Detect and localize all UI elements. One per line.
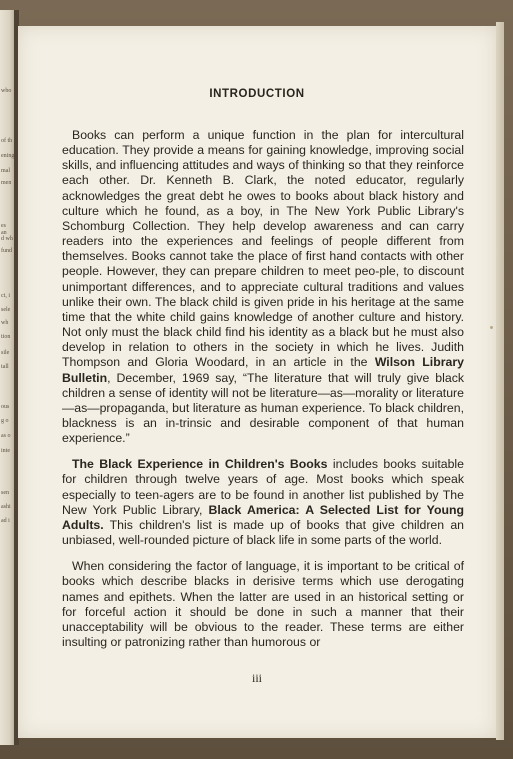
page-body — [62, 128, 464, 661]
left-page-fragment: tion — [1, 334, 11, 340]
left-page-fragment: ct, i — [1, 293, 10, 299]
left-page-fragment: tall — [1, 364, 9, 370]
left-page-fragment: inte — [1, 448, 10, 454]
paragraph-1 — [62, 128, 464, 446]
left-page-edge — [0, 10, 15, 745]
paragraph-text: When considering the factor of language, it is important to be critical of books which describe blacks in derisive terms which use derogating names and epithets. When the latter are used in an historical setting or for forceful action it should be done in such a manner that their unacceptability will be obvious to the reader. These terms are either insulting or patronizing rather than humorous or — [62, 559, 464, 649]
left-page-fragment: es an — [1, 223, 7, 236]
left-page-fragment: ad i — [1, 518, 10, 524]
left-page-fragment: d wh — [1, 236, 13, 242]
page-fore-edge — [496, 22, 504, 740]
left-page-fragment: wh — [1, 320, 9, 326]
emphasis-title: Black America: A Selected List for Young Adults. — [62, 502, 464, 532]
left-page-fragment: sile — [1, 350, 10, 356]
paragraph-text: Books can perform a unique function in the plan for intercultural education. They provide a means for gaining knowledge, improving social skills, and influencing attitudes and ways of thinking so that they reinforce each other. Dr. Kenneth B. Clark, the noted educator, regularly acknowledges the great debt he owes to books about black history and culture which he found, as a boy, in The New York Public Library's Schomburg Collection. They help develop awareness and can carry readers into the experiences and feelings of people different from themselves. Books cannot take the place of first hand contacts with other people. However, they can prepare children to meet peo-ple, to discount unimportant differences, and to appreciate cultural traditions and values unlike their own. The black child is given pride in his heritage at the same time that the white child gains knowledge of another culture and history. Not only must the black child find his identity as a black but he must also develop in relation to others in the society in which he lives. Judith Thompson and Gloria Woodard, in an article in the — [62, 128, 464, 370]
left-page-fragment: wbo — [1, 88, 12, 94]
left-page-fragment: ening — [1, 153, 15, 159]
left-page-fragment: sele — [1, 307, 11, 313]
emphasis-title: The Black Experience in Children's Books — [72, 457, 328, 472]
emphasis-title: Wilson Library Bulletin — [62, 355, 464, 385]
left-page-fragment: ous — [1, 404, 10, 410]
paragraph-3 — [62, 559, 464, 650]
page-number: iii — [251, 671, 262, 685]
book-page — [18, 26, 496, 738]
left-page-fragment: as o — [1, 433, 11, 439]
page-title: INTRODUCTION — [209, 88, 305, 100]
left-page-fragment: men — [1, 180, 12, 186]
left-page-fragment: of th — [1, 138, 13, 144]
paragraph-text: includes books suitable for children through twelve years of age. Most books which speak especially to teen-agers are to be found in another list published by The New York Public Library, — [62, 457, 464, 517]
paper-speck — [490, 326, 493, 329]
left-page-fragment: ashi — [1, 504, 11, 510]
left-page-fragment: fund — [1, 248, 12, 254]
paragraph-text: , December, 1969 say, “The literature that will truly give black children a sense of identity will not be literature—as—morality or literature—as—propaganda, but literature as human experience. To black children, blackness is an in-trinsic and desirable component of that human experience.” — [62, 370, 464, 446]
left-page-fragment: g o — [1, 418, 9, 424]
left-page-fragment: mal — [1, 168, 10, 174]
paragraph-2 — [62, 457, 464, 548]
paragraph-text: This children's list is made up of books that give children an unbiased, well-rounded picture of black life in some parts of the world. — [62, 517, 464, 548]
left-page-fragment: sen — [1, 490, 9, 496]
